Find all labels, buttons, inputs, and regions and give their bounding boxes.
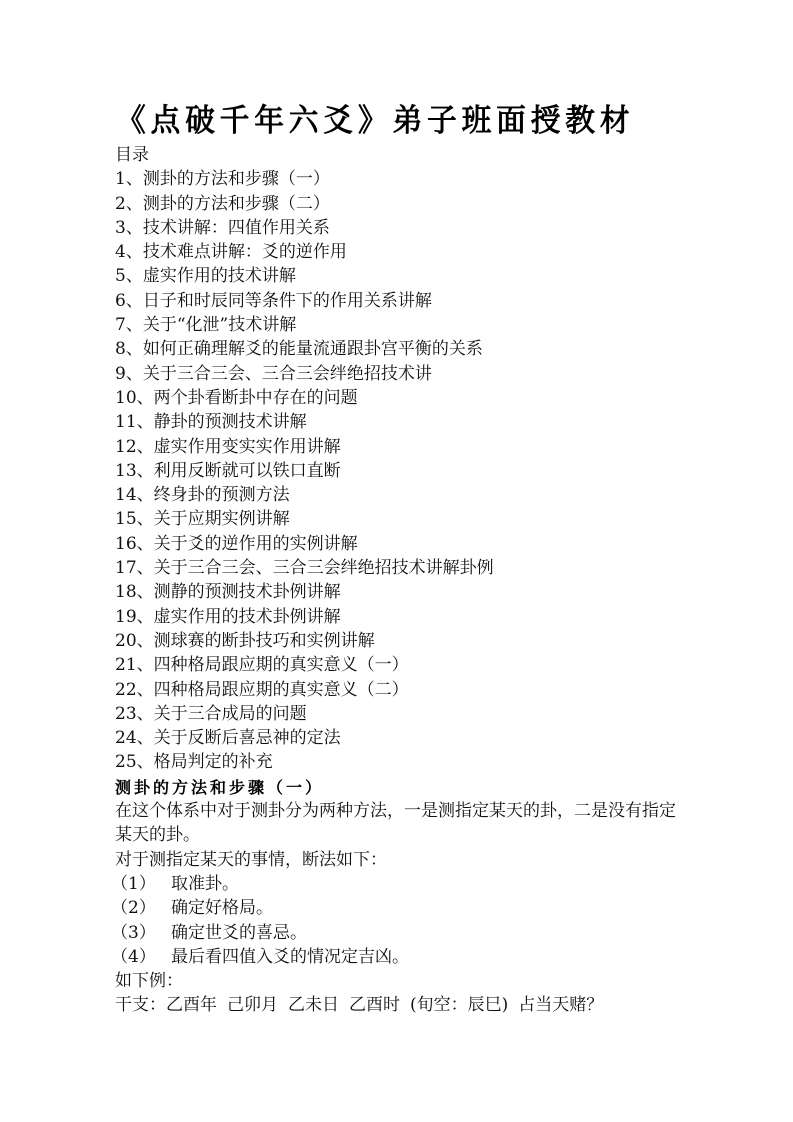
ganzhi-month: 己卯月 [227,995,278,1016]
ganzhi-line [115,993,685,1017]
toc-item: 12、虚实作用变实实作用讲解 [115,436,341,457]
toc-item: 21、四种格局跟应期的真实意义（一） [115,655,409,676]
table-of-contents [115,167,685,774]
toc-item: 15、关于应期实例讲解 [115,509,290,530]
toc-item: 23、关于三合成局的问题 [115,703,307,724]
ganzhi-day: 乙未日 [288,995,339,1016]
toc-item: 22、四种格局跟应期的真实意义（二） [115,679,409,700]
toc-item: 19、虚实作用的技术卦例讲解 [115,606,341,627]
toc-item: 10、两个卦看断卦中存在的问题 [115,387,358,408]
toc-item: 17、关于三合三会、三合三会绊绝招技术讲解卦例 [115,558,494,579]
toc-item: 7、关于“化泄”技术讲解 [115,315,297,336]
intro-paragraph: 在这个体系中对于测卦分为两种方法，一是测指定某天的卦，二是没有指定某天的卦。 [115,801,676,846]
toc-item: 9、关于三合三会、三合三会绊绝招技术讲 [115,363,432,384]
toc-heading: 目录 [115,145,149,165]
ganzhi-year: 乙酉年 [166,995,217,1016]
toc-item: 13、利用反断就可以铁口直断 [115,460,341,481]
toc-item: 1、测卦的方法和步骤（一） [115,169,330,190]
document-title: 《点破千年六爻》弟子班面授教材 [116,103,635,139]
step-item: （3） 确定世爻的喜忌。 [111,922,307,943]
toc-item: 6、日子和时辰同等条件下的作用关系讲解 [115,290,432,311]
toc-item: 14、终身卦的预测方法 [115,485,290,506]
step-item: （4） 最后看四值入爻的情况定吉凶。 [111,946,409,967]
ganzhi-question: 占当天赌？ [518,995,604,1016]
toc-item: 16、关于爻的逆作用的实例讲解 [115,533,358,554]
section-heading: 测卦的方法和步骤（一） [115,777,325,797]
toc-item: 24、关于反断后喜忌神的定法 [115,728,341,749]
toc-item: 5、虚实作用的技术讲解 [115,266,296,287]
toc-item: 3、技术讲解：四值作用关系 [115,217,330,238]
steps-list [111,872,685,969]
toc-item: 18、测静的预测技术卦例讲解 [115,582,341,603]
method-lead: 对于测指定某天的事情，断法如下： [115,849,387,870]
toc-item: 20、测球赛的断卦技巧和实例讲解 [115,630,375,651]
example-lead: 如下例： [115,971,183,992]
toc-item: 4、技术难点讲解：爻的逆作用 [115,242,347,263]
document-body [111,143,685,1018]
ganzhi-xunkong: (旬空：辰巳) [410,995,509,1016]
toc-item: 8、如何正确理解爻的能量流通跟卦宫平衡的关系 [115,339,483,360]
toc-item: 2、测卦的方法和步骤（二） [115,193,330,214]
toc-item: 11、静卦的预测技术讲解 [115,412,307,433]
step-item: （1） 取准卦。 [111,873,239,894]
step-item: （2） 确定好格局。 [111,898,273,919]
section-method-steps-1 [111,775,685,1018]
ganzhi-hour: 乙酉时 [349,995,400,1016]
toc-item: 25、格局判定的补充 [115,752,273,773]
ganzhi-label: 干支： [115,995,166,1016]
